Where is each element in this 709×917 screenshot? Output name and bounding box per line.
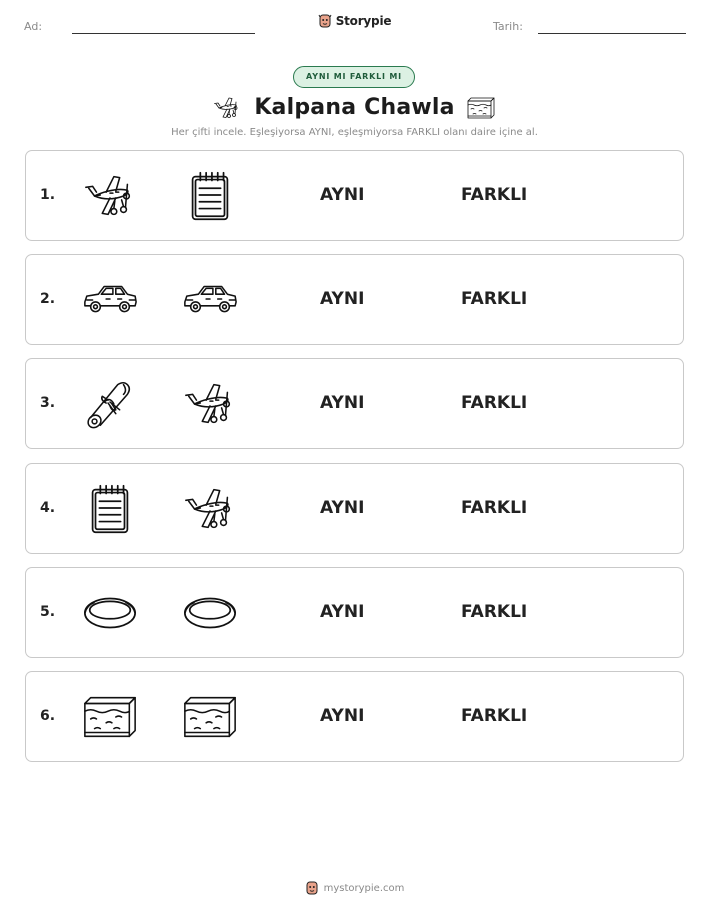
car-icon [81, 272, 139, 328]
question-row [25, 671, 684, 762]
name-line[interactable] [72, 33, 255, 34]
question-number: 5. [40, 604, 56, 620]
different-option[interactable]: FARKLI [461, 393, 528, 413]
page-title: Kalpana Chawla [254, 95, 455, 120]
car-icon [181, 272, 239, 328]
notepad-icon [81, 481, 139, 537]
question-row [25, 463, 684, 554]
title-row [0, 91, 709, 125]
airplane-icon [181, 481, 239, 537]
same-option[interactable]: AYNI [320, 602, 365, 622]
same-option[interactable]: AYNI [320, 393, 365, 413]
different-option[interactable]: FARKLI [461, 602, 528, 622]
date-label: Tarih: [493, 20, 523, 33]
scroll-icon [81, 376, 139, 432]
brand-header [0, 13, 709, 33]
instructions: Her çifti incele. Eşleşiyorsa AYNI, eşleşmiyorsa FARKLI olanı daire içine al. [171, 127, 538, 138]
storypie-mascot-icon [318, 13, 332, 29]
question-row [25, 150, 684, 241]
same-option[interactable]: AYNI [320, 498, 365, 518]
different-option[interactable]: FARKLI [461, 706, 528, 726]
footer [0, 880, 709, 900]
aquarium-icon [181, 689, 239, 745]
ring-icon [81, 585, 139, 641]
same-option[interactable]: AYNI [320, 289, 365, 309]
question-number: 2. [40, 291, 56, 307]
different-option[interactable]: FARKLI [461, 185, 528, 205]
question-number: 4. [40, 500, 56, 516]
question-number: 1. [40, 187, 56, 203]
different-option[interactable]: FARKLI [461, 498, 528, 518]
date-line[interactable] [538, 33, 686, 34]
airplane-icon [212, 94, 242, 122]
storypie-mascot-icon [305, 880, 319, 896]
different-option[interactable]: FARKLI [461, 289, 528, 309]
brand-name: Storypie [335, 14, 392, 28]
question-number: 6. [40, 708, 56, 724]
aquarium-icon [466, 94, 496, 122]
worksheet-type-badge: AYNI MI FARKLI MI [293, 66, 415, 88]
airplane-icon [181, 376, 239, 432]
ring-icon [181, 585, 239, 641]
question-number: 3. [40, 395, 56, 411]
question-row [25, 358, 684, 449]
question-row [25, 254, 684, 345]
aquarium-icon [81, 689, 139, 745]
same-option[interactable]: AYNI [320, 185, 365, 205]
same-option[interactable]: AYNI [320, 706, 365, 726]
name-label: Ad: [24, 20, 43, 33]
notepad-icon [181, 168, 239, 224]
footer-url[interactable]: mystorypie.com [323, 882, 405, 894]
question-row [25, 567, 684, 658]
airplane-icon [81, 168, 139, 224]
